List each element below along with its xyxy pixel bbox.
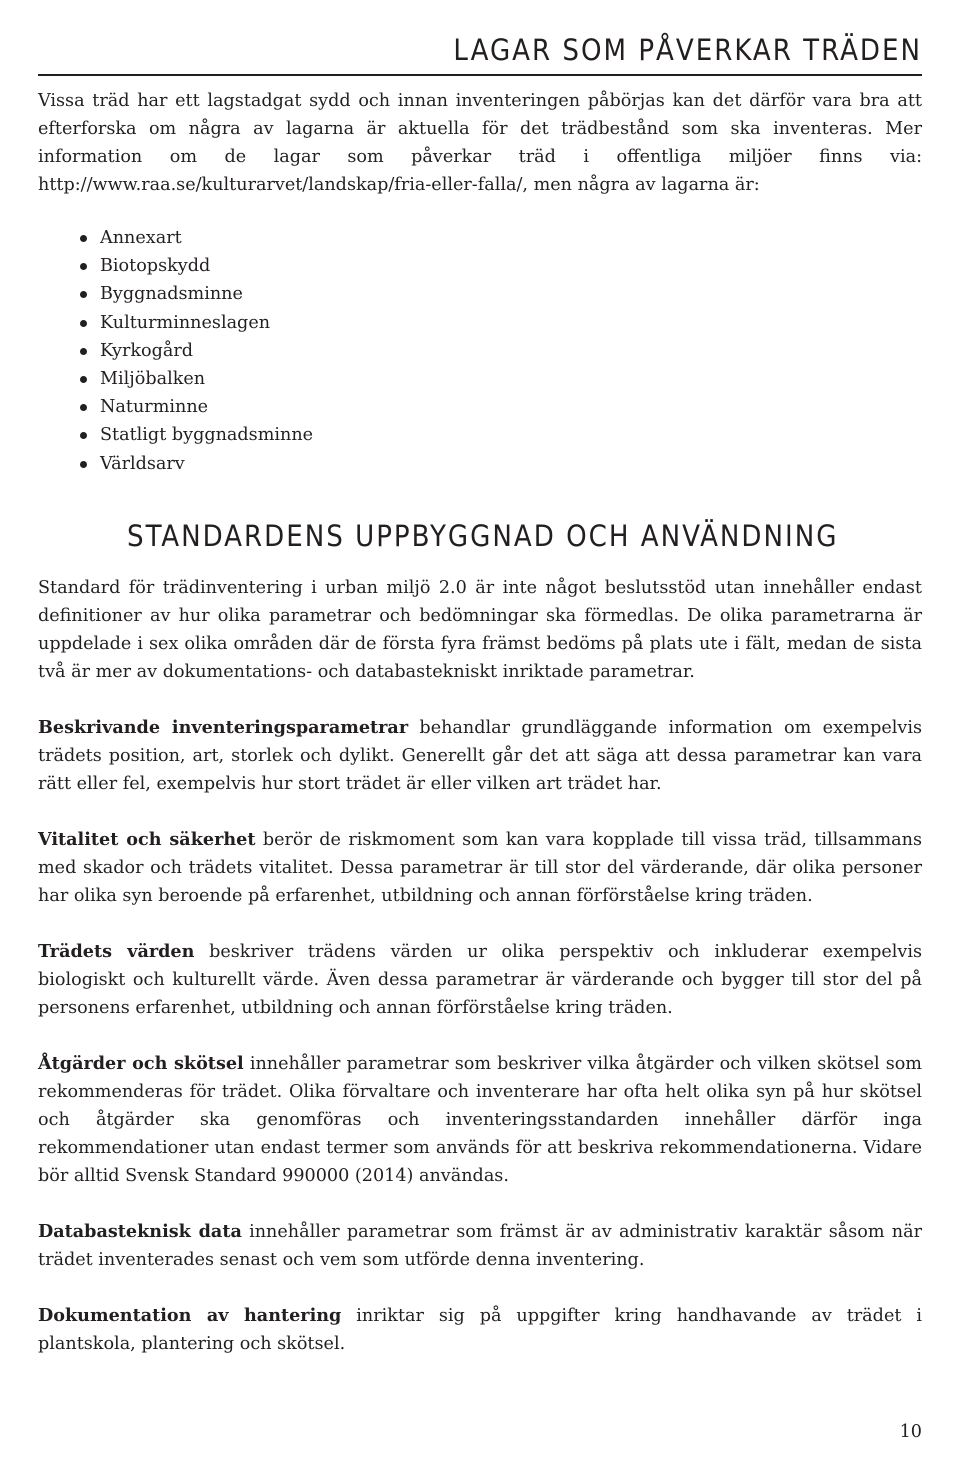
bullet-icon <box>80 263 87 270</box>
list-item: Annexart <box>100 224 313 252</box>
laws-intro-paragraph: Vissa träd har ett lagstadgat sydd och innan inventeringen påbörjas kan det därför vara bra att efterforska om några av lagarna är aktuella för det trädbestånd som ska inventeras. Mer information om de lagar som påverkar träd i offentliga miljöer finns via: http://www.raa.se/kulturarvet/landskap/fria-eller-falla/, men några av lagarna är: <box>38 91 922 195</box>
term: Vitalitet och säkerhet <box>38 829 256 850</box>
term: Trädets värden <box>38 941 195 962</box>
list-item: Miljöbalken <box>100 365 313 393</box>
bullet-icon <box>80 235 87 242</box>
bullet-icon <box>80 320 87 327</box>
section-title-standard: STANDARDENS UPPBYGGNAD OCH ANVÄNDNING <box>127 519 839 553</box>
bullet-icon <box>80 348 87 355</box>
bullet-icon <box>80 291 87 298</box>
bullet-icon <box>80 432 87 439</box>
term: Dokumentation av hantering <box>38 1305 342 1326</box>
list-item: Naturminne <box>100 393 313 421</box>
list-item: Statligt byggnadsminne <box>100 421 313 449</box>
list-item: Byggnadsminne <box>100 280 313 308</box>
paragraph-measures: Åtgärder och skötsel innehåller parametrar som beskriver vilka åtgärder och vilken skötsel som rekommenderas för trädet. Olika förvaltare och inventerare har ofta helt olika syn på hur skötsel och åtgärder ska genomföras och inventeringsstandarden innehåller därför inga rekommendationer utan endast termer som används för att beskriva rekommendationerna. Vidare bör alltid Svensk Standard 990000 (2014) användas. <box>38 1053 922 1186</box>
paragraph-vitality: Vitalitet och säkerhet berör de riskmoment som kan vara kopplade till vissa träd, tillsammans med skador och trädets vitalitet. Dessa parametrar är till stor del värderande, där olika personer har olika syn beroende på erfarenhet, utbildning och annan förförståelse kring träden. <box>38 829 922 906</box>
laws-list <box>100 224 313 478</box>
bullet-icon <box>80 404 87 411</box>
list-item: Kyrkogård <box>100 337 313 365</box>
standard-body <box>38 574 922 1358</box>
page-number: 10 <box>899 1422 922 1442</box>
bullet-icon <box>80 376 87 383</box>
section-title-laws: LAGAR SOM PÅVERKAR TRÄDEN <box>453 33 922 67</box>
bullet-icon <box>80 461 87 468</box>
term: Beskrivande inventeringsparametrar <box>38 717 409 738</box>
paragraph-database: Databasteknisk data innehåller parametrar som främst är av administrativ karaktär såsom när trädet inventerades senast och vem som utförde denna inventering. <box>38 1221 922 1270</box>
standard-intro-paragraph: Standard för trädinventering i urban miljö 2.0 är inte något beslutsstöd utan innehåller endast definitioner av hur olika parametrar och bedömningar ska förmedlas. De olika parametrarna är uppdelade i sex olika områden där de första fyra främst bedöms på plats ute i fält, medan de sista två är mer av dokumentations- och databastekniskt inriktade parametrar. <box>38 578 922 682</box>
paragraph-descriptive: Beskrivande inventeringsparametrar behandlar grundläggande information om exempelvis trädets position, art, storlek och dylikt. Generellt går det att säga att dessa parametrar kan vara rätt eller fel, exempelvis hur stort trädet är eller vilken art trädet har. <box>38 717 922 794</box>
term: Databasteknisk data <box>38 1221 242 1242</box>
title-rule <box>38 74 922 76</box>
term: Åtgärder och skötsel <box>38 1053 244 1074</box>
paragraph-documentation: Dokumentation av hantering inriktar sig på uppgifter kring handhavande av trädet i plantskola, plantering och skötsel. <box>38 1305 922 1354</box>
list-item: Världsarv <box>100 450 313 478</box>
list-item: Biotopskydd <box>100 252 313 280</box>
paragraph-values: Trädets värden beskriver trädens värden ur olika perspektiv och inkluderar exempelvis biologiskt och kulturellt värde. Även dessa parametrar är värderande och bygger till stor del på personens erfarenhet, utbildning och annan förförståelse kring träden. <box>38 941 922 1018</box>
list-item: Kulturminneslagen <box>100 309 313 337</box>
